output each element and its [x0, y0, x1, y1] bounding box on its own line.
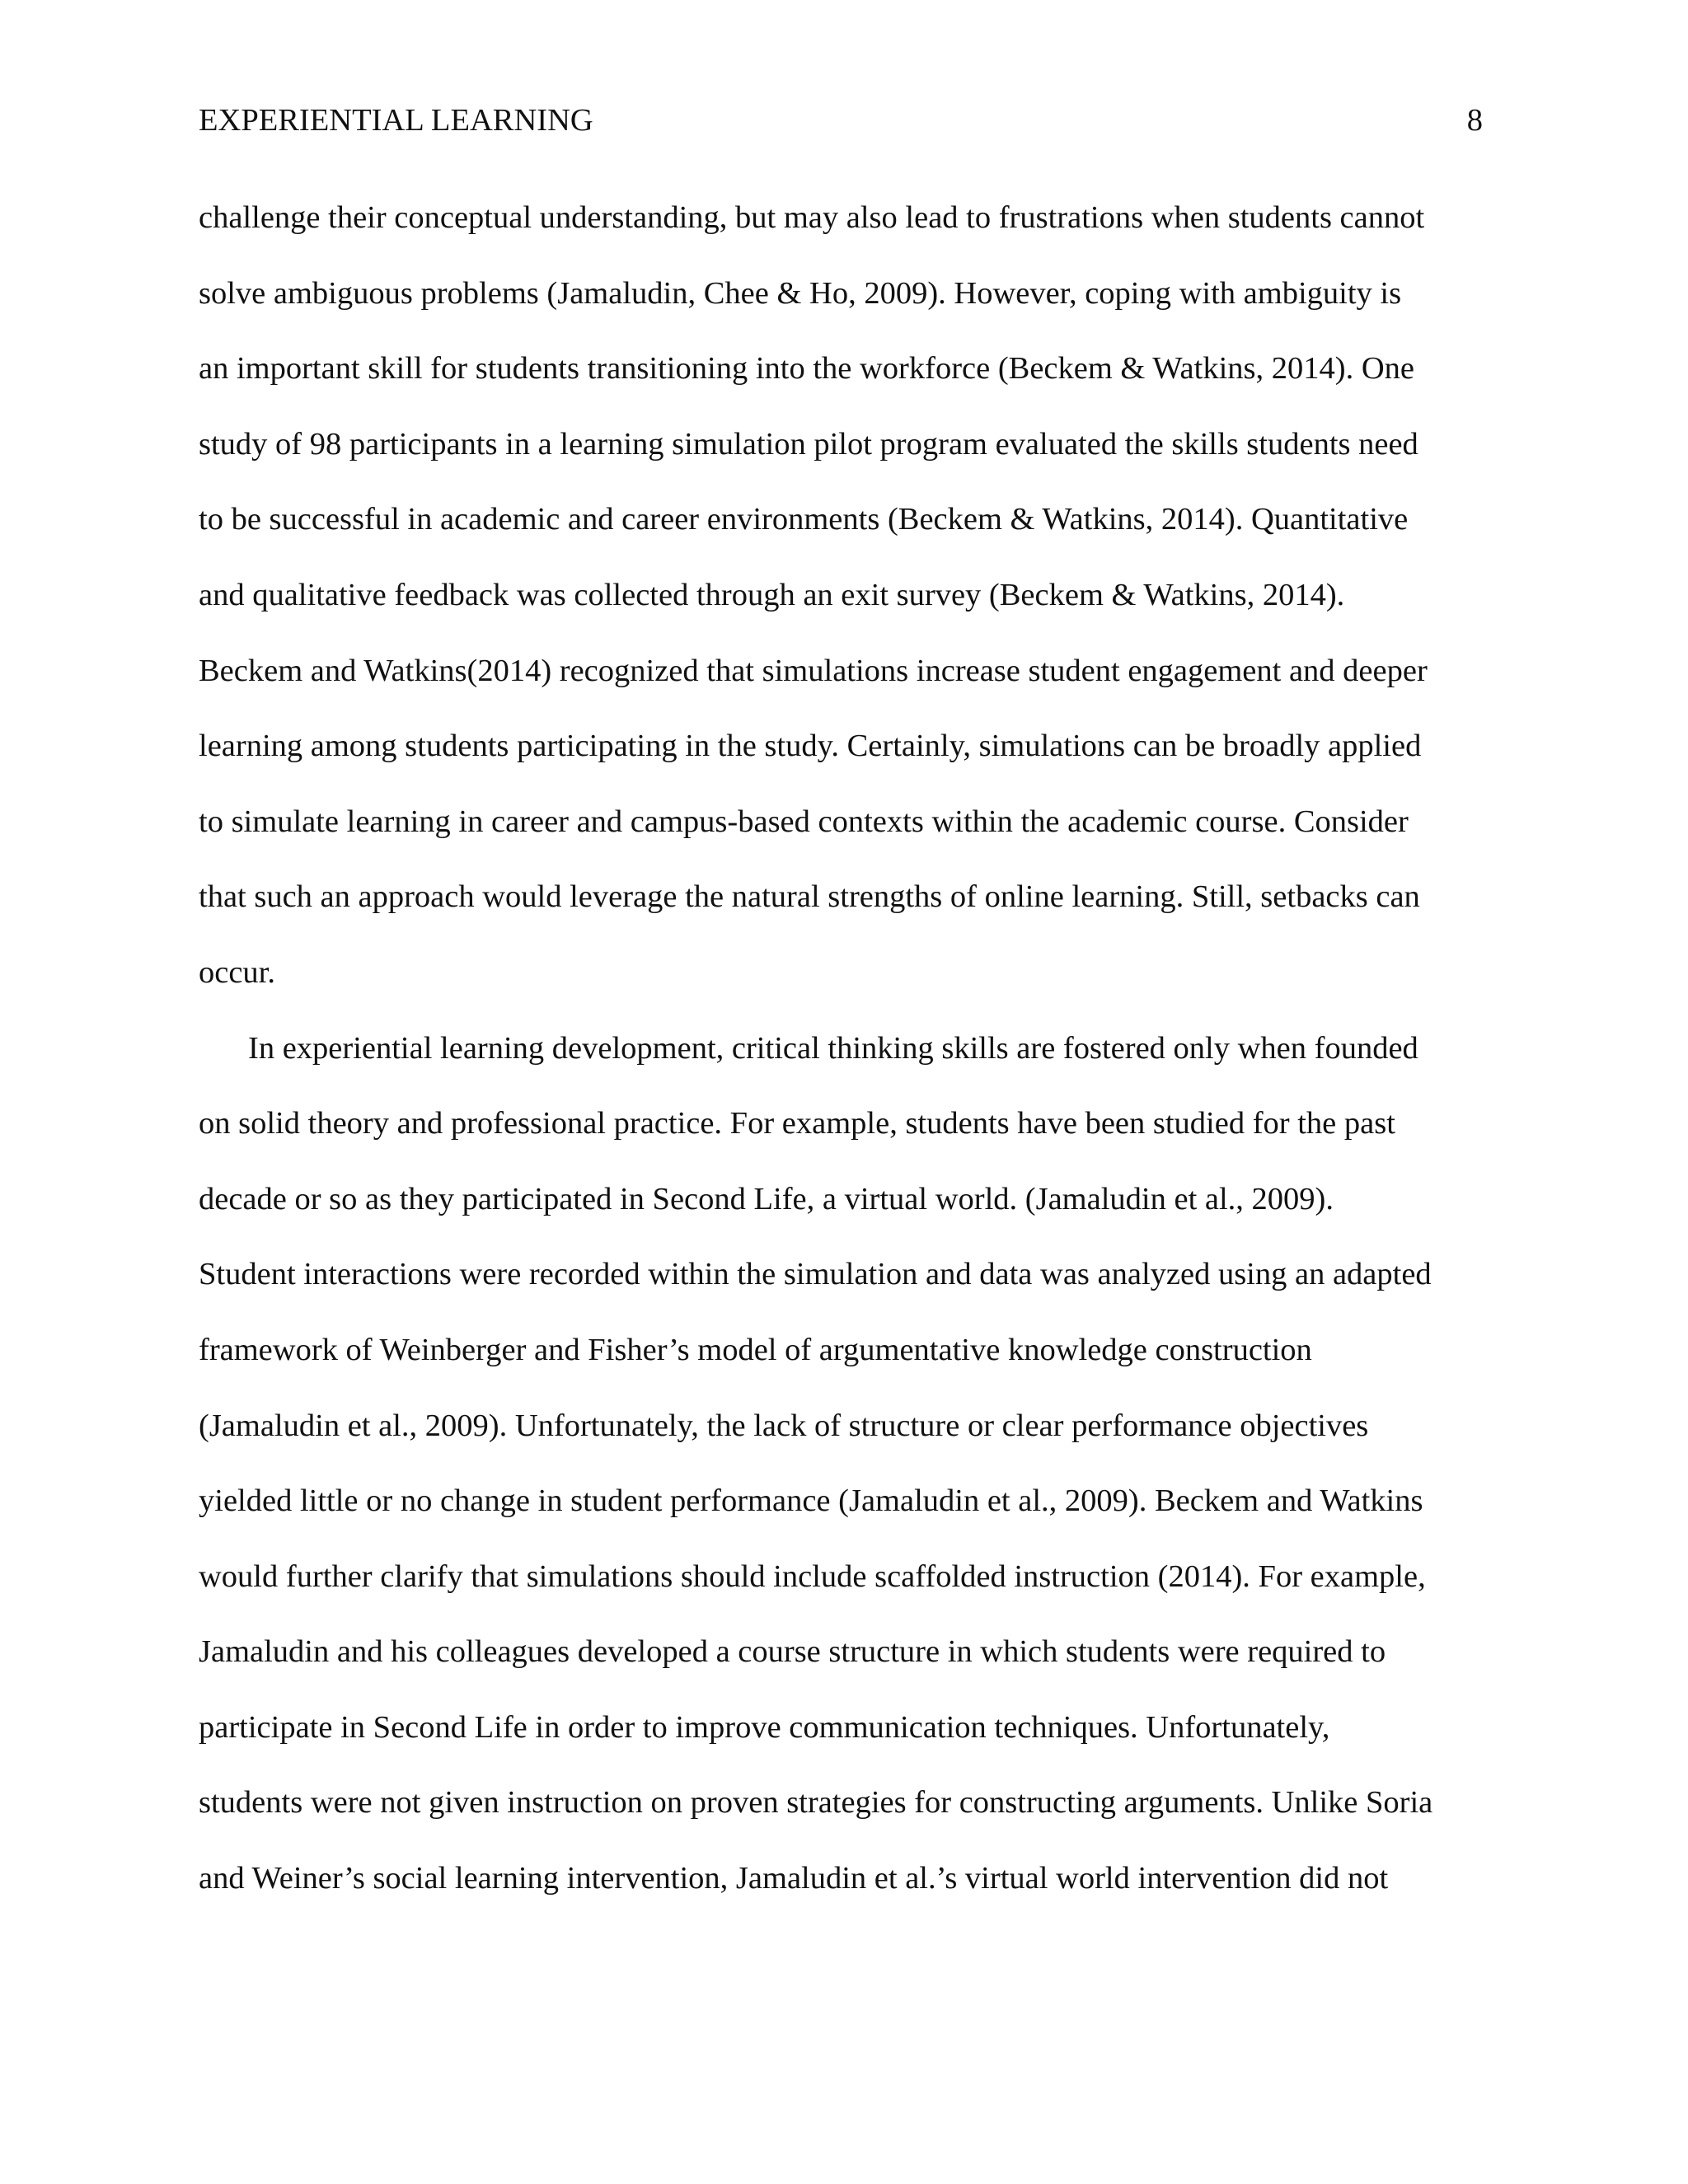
text-line: Beckem and Watkins(2014) recognized that simulations increase student engagement and deeper [199, 653, 1428, 688]
text-line: participate in Second Life in order to improve communication techniques. Unfortunately, [199, 1709, 1330, 1745]
text-line: on solid theory and professional practice. For example, students have been studied for the past [199, 1106, 1395, 1141]
running-head [199, 97, 1483, 143]
text-line: Jamaludin and his colleagues developed a course structure in which students were required to [199, 1634, 1386, 1670]
running-head-title: EXPERIENTIAL LEARNING [199, 103, 593, 138]
text-line: that such an approach would leverage the natural strengths of online learning. Still, setbacks can [199, 879, 1420, 915]
text-line: framework of Weinberger and Fisher’s model of argumentative knowledge construction [199, 1332, 1312, 1367]
text-line: Student interactions were recorded within the simulation and data was analyzed using an adapted [199, 1257, 1432, 1292]
text-line: (Jamaludin et al., 2009). Unfortunately, the lack of structure or clear performance objectives [199, 1408, 1369, 1443]
text-line: and qualitative feedback was collected through an exit survey (Beckem & Watkins, 2014). [199, 577, 1345, 612]
text-line: and Weiner’s social learning intervention, Jamaludin et al.’s virtual world intervention did not [199, 1861, 1389, 1896]
text-line: an important skill for students transitioning into the workforce (Beckem & Watkins, 2014). One [199, 351, 1414, 387]
body-text [199, 194, 1600, 1931]
paragraph-first-line: In experiential learning development, critical thinking skills are fostered only when founded [248, 1030, 1418, 1066]
page-number: 8 [1466, 103, 1483, 138]
text-line: study of 98 participants in a learning simulation pilot program evaluated the skills students need [199, 426, 1418, 462]
text-line: occur. [199, 954, 275, 990]
text-line: decade or so as they participated in Second Life, a virtual world. (Jamaludin et al., 2009). [199, 1181, 1334, 1216]
text-line: solve ambiguous problems (Jamaludin, Chee & Ho, 2009). However, coping with ambiguity is [199, 275, 1402, 311]
text-line: learning among students participating in the study. Certainly, simulations can be broadly applied [199, 729, 1422, 764]
text-line: students were not given instruction on proven strategies for constructing arguments. Unlike Soria [199, 1785, 1433, 1821]
text-line: challenge their conceptual understanding, but may also lead to frustrations when students cannot [199, 200, 1425, 235]
text-line: yielded little or no change in student performance (Jamaludin et al., 2009). Beckem and Watkins [199, 1483, 1423, 1519]
text-line: would further clarify that simulations should include scaffolded instruction (2014). For example, [199, 1558, 1426, 1594]
text-line: to simulate learning in career and campus-based contexts within the academic course. Consider [199, 804, 1409, 839]
text-line: to be successful in academic and career environments (Beckem & Watkins, 2014). Quantitative [199, 502, 1409, 537]
